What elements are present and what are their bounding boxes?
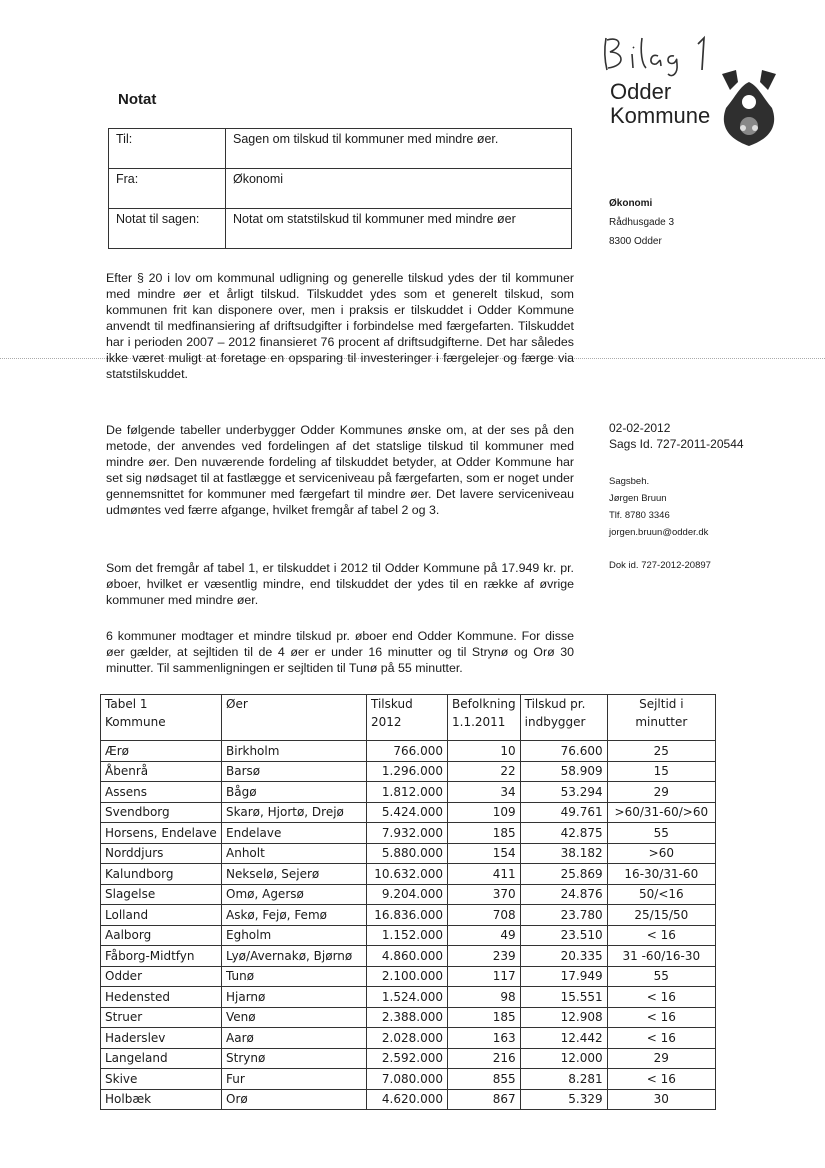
cell-tilskud: 7.932.000 bbox=[367, 823, 448, 844]
cell-sejltid: 15 bbox=[607, 761, 715, 782]
memo-header-table bbox=[108, 128, 572, 249]
col-header-kommune bbox=[101, 695, 222, 741]
logo-line-2: Kommune bbox=[610, 103, 711, 128]
cell-befolkning: 117 bbox=[448, 966, 521, 987]
document-id: Dok id. 727-2012-20897 bbox=[609, 560, 711, 571]
cell-kommune: Svendborg bbox=[101, 802, 222, 823]
cell-kommune: Norddjurs bbox=[101, 843, 222, 864]
cell-oer: Lyø/Avernakø, Bjørnø bbox=[222, 946, 367, 967]
cell-tilskud-pr: 76.600 bbox=[520, 741, 607, 762]
cell-oer: Anholt bbox=[222, 843, 367, 864]
cell-kommune: Langeland bbox=[101, 1048, 222, 1069]
table-title: Tabel 1 bbox=[105, 697, 148, 711]
table-row bbox=[101, 966, 716, 987]
cell-tilskud: 1.152.000 bbox=[367, 925, 448, 946]
cell-oer: Birkholm bbox=[222, 741, 367, 762]
sender-city: 8300 Odder bbox=[609, 236, 662, 247]
col-header-oer bbox=[222, 695, 367, 741]
cell-tilskud-pr: 12.442 bbox=[520, 1028, 607, 1049]
table-row bbox=[101, 802, 716, 823]
cell-tilskud-pr: 5.329 bbox=[520, 1089, 607, 1110]
table-row bbox=[101, 1007, 716, 1028]
cell-oer: Hjarnø bbox=[222, 987, 367, 1008]
cell-tilskud-pr: 15.551 bbox=[520, 987, 607, 1008]
cell-oer: Strynø bbox=[222, 1048, 367, 1069]
cell-befolkning: 855 bbox=[448, 1069, 521, 1090]
table-row bbox=[101, 864, 716, 885]
cell-tilskud-pr: 12.908 bbox=[520, 1007, 607, 1028]
cell-tilskud-pr: 20.335 bbox=[520, 946, 607, 967]
cell-tilskud: 2.100.000 bbox=[367, 966, 448, 987]
cell-kommune: Struer bbox=[101, 1007, 222, 1028]
cell-tilskud: 1.812.000 bbox=[367, 782, 448, 803]
handler-email: jorgen.bruun@odder.dk bbox=[609, 527, 709, 538]
cell-tilskud-pr: 8.281 bbox=[520, 1069, 607, 1090]
body-paragraph-4: 6 kommuner modtager et mindre tilskud pr. øboer end Odder Kommune. For disse øer gælder, at sejltiden til de 4 øer er under 16 minutter og til Strynø og Orø 30 minutter. Til sammenligningen er sejltiden til Tunø på 55 minutter. bbox=[106, 629, 574, 675]
cell-tilskud: 10.632.000 bbox=[367, 864, 448, 885]
body-paragraph-3: Som det fremgår af tabel 1, er tilskuddet i 2012 til Odder Kommune på 17.949 kr. pr. øboer, hvilket er væsentlig mindre, end tilskuddet der ydes til en række af øvrige kommuner med mindre øer. bbox=[106, 561, 574, 607]
contact-block bbox=[609, 473, 708, 541]
coat-of-arms-icon bbox=[718, 68, 780, 148]
cell-befolkning: 154 bbox=[448, 843, 521, 864]
memo-label: Til: bbox=[109, 129, 226, 169]
date-block bbox=[609, 420, 744, 452]
cell-kommune: Horsens, Endelave bbox=[101, 823, 222, 844]
table-row bbox=[101, 823, 716, 844]
body-paragraph-2: De følgende tabeller underbygger Odder Kommunes ønske om, at der ses på den metode, der anvendes ved fordelingen af det statslige tilskud til kommuner med mindre øer. Den nuværende fordeling af tilskuddet betyder, at Odder Kommune har set sig nødsaget til at fastlægge et serviceniveau på færgefarten, som er noget under gennemsnittet for kommuner med færgefart til mindre øer. Det lavere serviceniveau udmøntes ved færre afgange, hvilket fremgår af tabel 2 og 3. bbox=[106, 423, 574, 517]
cell-befolkning: 109 bbox=[448, 802, 521, 823]
memo-label: Notat til sagen: bbox=[109, 209, 226, 249]
cell-kommune: Fåborg-Midtfyn bbox=[101, 946, 222, 967]
cell-tilskud-pr: 24.876 bbox=[520, 884, 607, 905]
col-label: Befolkning bbox=[452, 697, 516, 711]
cell-tilskud-pr: 12.000 bbox=[520, 1048, 607, 1069]
col-label: Sejltid i bbox=[639, 697, 684, 711]
cell-kommune: Hedensted bbox=[101, 987, 222, 1008]
cell-tilskud: 2.592.000 bbox=[367, 1048, 448, 1069]
cell-sejltid: 25 bbox=[607, 741, 715, 762]
cell-sejltid: 55 bbox=[607, 823, 715, 844]
table-row bbox=[101, 741, 716, 762]
cell-kommune: Lolland bbox=[101, 905, 222, 926]
cell-tilskud-pr: 25.869 bbox=[520, 864, 607, 885]
cell-oer: Omø, Agersø bbox=[222, 884, 367, 905]
cell-tilskud: 7.080.000 bbox=[367, 1069, 448, 1090]
cell-kommune: Ærø bbox=[101, 741, 222, 762]
cell-tilskud-pr: 17.949 bbox=[520, 966, 607, 987]
table-row bbox=[101, 843, 716, 864]
municipality-logo-text bbox=[610, 80, 710, 128]
cell-befolkning: 867 bbox=[448, 1089, 521, 1110]
memo-row-subject bbox=[109, 209, 572, 249]
cell-befolkning: 239 bbox=[448, 946, 521, 967]
cell-kommune: Haderslev bbox=[101, 1028, 222, 1049]
document-title: Notat bbox=[118, 91, 157, 108]
cell-sejltid: 29 bbox=[607, 1048, 715, 1069]
body-paragraph-1: Efter § 20 i lov om kommunal udligning og generelle tilskud ydes der til kommuner med mindre øer et årligt tilskud. Tilskuddet ydes som et generelt tilskud, som kommunen frit kan disponere over, men i praksis er tilskuddet i Odder Kommune anvendt til medfinansiering af driftsudgifter i forbindelse med færgefarten. Tilskuddet har i perioden 2007 – 2012 finansieret 76 procent af driftsudgifterne. Det har således ikke været muligt at foretage en opsparing til investeringer i færgelejer og færge via statstilskuddet. bbox=[106, 271, 574, 381]
cell-sejltid: >60/31-60/>60 bbox=[607, 802, 715, 823]
document-date: 02-02-2012 bbox=[609, 421, 671, 435]
cell-oer: Askø, Fejø, Femø bbox=[222, 905, 367, 926]
handler-label: Sagsbeh. bbox=[609, 476, 650, 487]
cell-befolkning: 34 bbox=[448, 782, 521, 803]
memo-value: Notat om statstilskud til kommuner med mindre øer bbox=[226, 209, 572, 249]
cell-tilskud: 2.028.000 bbox=[367, 1028, 448, 1049]
cell-tilskud: 1.296.000 bbox=[367, 761, 448, 782]
cell-sejltid: < 16 bbox=[607, 1069, 715, 1090]
cell-oer: Tunø bbox=[222, 966, 367, 987]
cell-tilskud: 1.524.000 bbox=[367, 987, 448, 1008]
cell-sejltid: < 16 bbox=[607, 1028, 715, 1049]
col-header-tilskud bbox=[367, 695, 448, 741]
cell-befolkning: 49 bbox=[448, 925, 521, 946]
table-row bbox=[101, 884, 716, 905]
table-row bbox=[101, 782, 716, 803]
cell-oer: Fur bbox=[222, 1069, 367, 1090]
handwritten-note bbox=[598, 30, 718, 80]
cell-tilskud-pr: 53.294 bbox=[520, 782, 607, 803]
cell-sejltid: < 16 bbox=[607, 925, 715, 946]
sender-street: Rådhusgade 3 bbox=[609, 217, 675, 228]
cell-oer: Egholm bbox=[222, 925, 367, 946]
cell-kommune: Aalborg bbox=[101, 925, 222, 946]
table-row bbox=[101, 925, 716, 946]
col-header-sejltid bbox=[607, 695, 715, 741]
table-row bbox=[101, 946, 716, 967]
case-id: Sags Id. 727-2011-20544 bbox=[609, 437, 744, 451]
cell-sejltid: < 16 bbox=[607, 1007, 715, 1028]
sender-department: Økonomi bbox=[609, 198, 653, 209]
logo-line-1: Odder bbox=[610, 79, 672, 104]
cell-kommune: Assens bbox=[101, 782, 222, 803]
cell-tilskud: 4.860.000 bbox=[367, 946, 448, 967]
memo-row-from bbox=[109, 169, 572, 209]
cell-tilskud: 2.388.000 bbox=[367, 1007, 448, 1028]
cell-befolkning: 708 bbox=[448, 905, 521, 926]
cell-kommune: Kalundborg bbox=[101, 864, 222, 885]
col-header-befolkning bbox=[448, 695, 521, 741]
cell-sejltid: 16-30/31-60 bbox=[607, 864, 715, 885]
cell-befolkning: 370 bbox=[448, 884, 521, 905]
cell-befolkning: 185 bbox=[448, 1007, 521, 1028]
cell-oer: Endelave bbox=[222, 823, 367, 844]
cell-sejltid: 31 -60/16-30 bbox=[607, 946, 715, 967]
cell-oer: Venø bbox=[222, 1007, 367, 1028]
cell-befolkning: 216 bbox=[448, 1048, 521, 1069]
cell-sejltid: 29 bbox=[607, 782, 715, 803]
memo-value: Sagen om tilskud til kommuner med mindre øer. bbox=[226, 129, 572, 169]
cell-oer: Barsø bbox=[222, 761, 367, 782]
cell-sejltid: < 16 bbox=[607, 987, 715, 1008]
table-row bbox=[101, 905, 716, 926]
col-header-tilskud-pr bbox=[520, 695, 607, 741]
cell-tilskud-pr: 49.761 bbox=[520, 802, 607, 823]
cell-tilskud-pr: 23.780 bbox=[520, 905, 607, 926]
cell-sejltid: >60 bbox=[607, 843, 715, 864]
table-row bbox=[101, 1069, 716, 1090]
col-label: indbygger bbox=[524, 715, 586, 729]
cell-befolkning: 185 bbox=[448, 823, 521, 844]
table-row bbox=[101, 1028, 716, 1049]
subsidy-table bbox=[100, 694, 716, 1110]
col-label: minutter bbox=[635, 715, 688, 729]
sender-address bbox=[609, 194, 674, 251]
col-label: Øer bbox=[226, 697, 248, 711]
cell-oer: Nekselø, Sejerø bbox=[222, 864, 367, 885]
cell-befolkning: 411 bbox=[448, 864, 521, 885]
table-row bbox=[101, 987, 716, 1008]
col-label: Kommune bbox=[105, 715, 166, 729]
cell-kommune: Skive bbox=[101, 1069, 222, 1090]
cell-sejltid: 30 bbox=[607, 1089, 715, 1110]
cell-tilskud: 766.000 bbox=[367, 741, 448, 762]
cell-oer: Skarø, Hjortø, Drejø bbox=[222, 802, 367, 823]
col-label: 1.1.2011 bbox=[452, 715, 506, 729]
cell-oer: Bågø bbox=[222, 782, 367, 803]
cell-befolkning: 163 bbox=[448, 1028, 521, 1049]
table-row bbox=[101, 761, 716, 782]
cell-befolkning: 10 bbox=[448, 741, 521, 762]
cell-sejltid: 50/<16 bbox=[607, 884, 715, 905]
cell-kommune: Holbæk bbox=[101, 1089, 222, 1110]
cell-kommune: Odder bbox=[101, 966, 222, 987]
cell-befolkning: 22 bbox=[448, 761, 521, 782]
memo-label: Fra: bbox=[109, 169, 226, 209]
table-row bbox=[101, 1048, 716, 1069]
col-label: 2012 bbox=[371, 715, 402, 729]
cell-tilskud: 16.836.000 bbox=[367, 905, 448, 926]
table-row bbox=[101, 1089, 716, 1110]
cell-tilskud: 4.620.000 bbox=[367, 1089, 448, 1110]
cell-tilskud-pr: 23.510 bbox=[520, 925, 607, 946]
handler-name: Jørgen Bruun bbox=[609, 493, 667, 504]
cell-oer: Aarø bbox=[222, 1028, 367, 1049]
memo-row-to bbox=[109, 129, 572, 169]
cell-tilskud-pr: 38.182 bbox=[520, 843, 607, 864]
cell-tilskud: 5.424.000 bbox=[367, 802, 448, 823]
handler-phone: Tlf. 8780 3346 bbox=[609, 510, 670, 521]
cell-sejltid: 55 bbox=[607, 966, 715, 987]
cell-tilskud-pr: 58.909 bbox=[520, 761, 607, 782]
cell-kommune: Slagelse bbox=[101, 884, 222, 905]
cell-sejltid: 25/15/50 bbox=[607, 905, 715, 926]
col-label: Tilskud pr. bbox=[524, 697, 586, 711]
col-label: Tilskud bbox=[371, 697, 413, 711]
cell-tilskud: 5.880.000 bbox=[367, 843, 448, 864]
cell-oer: Orø bbox=[222, 1089, 367, 1110]
cell-befolkning: 98 bbox=[448, 987, 521, 1008]
cell-tilskud: 9.204.000 bbox=[367, 884, 448, 905]
memo-value: Økonomi bbox=[226, 169, 572, 209]
cell-tilskud-pr: 42.875 bbox=[520, 823, 607, 844]
table-header-row bbox=[101, 695, 716, 741]
cell-kommune: Åbenrå bbox=[101, 761, 222, 782]
